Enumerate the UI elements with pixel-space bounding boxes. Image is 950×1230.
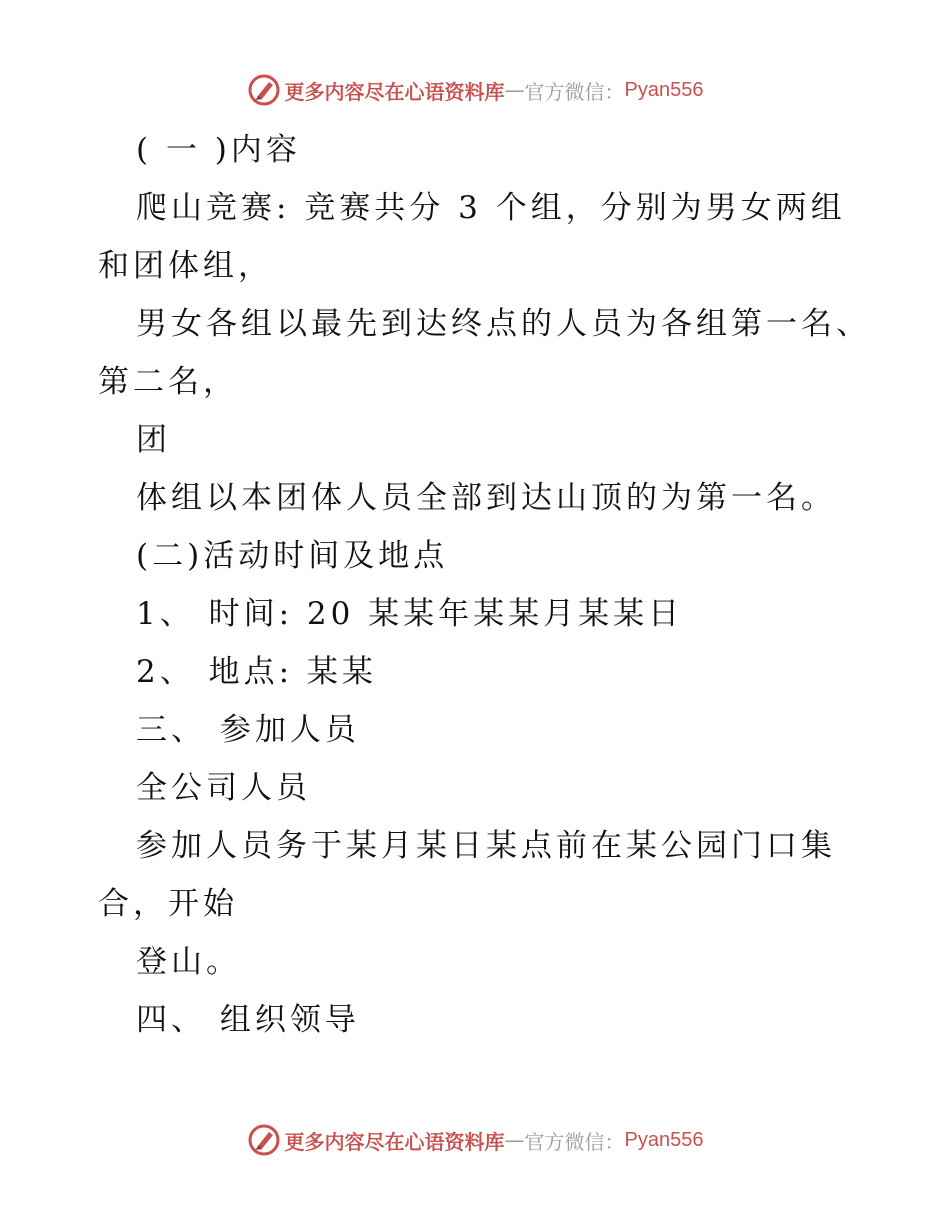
paragraph-line: 和团体组，: [98, 248, 273, 284]
paragraph-line: 登山。: [136, 944, 241, 980]
watermark-wechat-id: Pyan556: [624, 78, 704, 101]
footer-watermark: [0, 1120, 950, 1160]
paragraph-line: 爬山竞赛: 竞赛共分 3 个组，分别为男女两组: [136, 190, 846, 226]
list-item-place: 2、 地点: 某某: [136, 654, 377, 690]
paragraph-line: 参加人员务于某月某日某点前在某公园门口集: [136, 828, 836, 864]
paragraph-line: 全公司人员: [136, 770, 311, 806]
watermark-dash: —: [504, 1128, 525, 1152]
watermark-wechat-label: 官方微信：: [524, 79, 625, 104]
fountain-pen-logo-icon: [247, 73, 281, 107]
paragraph-line: 体组以本团体人员全部到达山顶的为第一名。: [136, 480, 836, 516]
watermark-main-text: 更多内容尽在心语资料库: [284, 79, 505, 104]
watermark-wechat-id: Pyan556: [624, 1128, 704, 1151]
list-item-time: 1、 时间: 20 某某年某某月某某日: [136, 596, 684, 632]
watermark-main-text: 更多内容尽在心语资料库: [284, 1129, 505, 1154]
fountain-pen-logo-icon: [247, 1123, 281, 1157]
paragraph-line: 男女各组以最先到达终点的人员为各组第一名、: [136, 306, 871, 342]
watermark-wechat-label: 官方微信：: [524, 1129, 625, 1154]
section-heading-content: ( 一 )内容: [136, 132, 301, 168]
paragraph-line: 合，开始: [98, 886, 238, 922]
watermark-dash: —: [504, 78, 525, 102]
paragraph-line: 团: [136, 422, 171, 458]
section-heading-organization: 四、 组织领导: [136, 1002, 360, 1038]
section-heading-time-place: (二)活动时间及地点: [136, 538, 449, 574]
paragraph-line: 第二名，: [98, 364, 238, 400]
section-heading-participants: 三、 参加人员: [136, 712, 360, 748]
header-watermark: [0, 70, 950, 110]
